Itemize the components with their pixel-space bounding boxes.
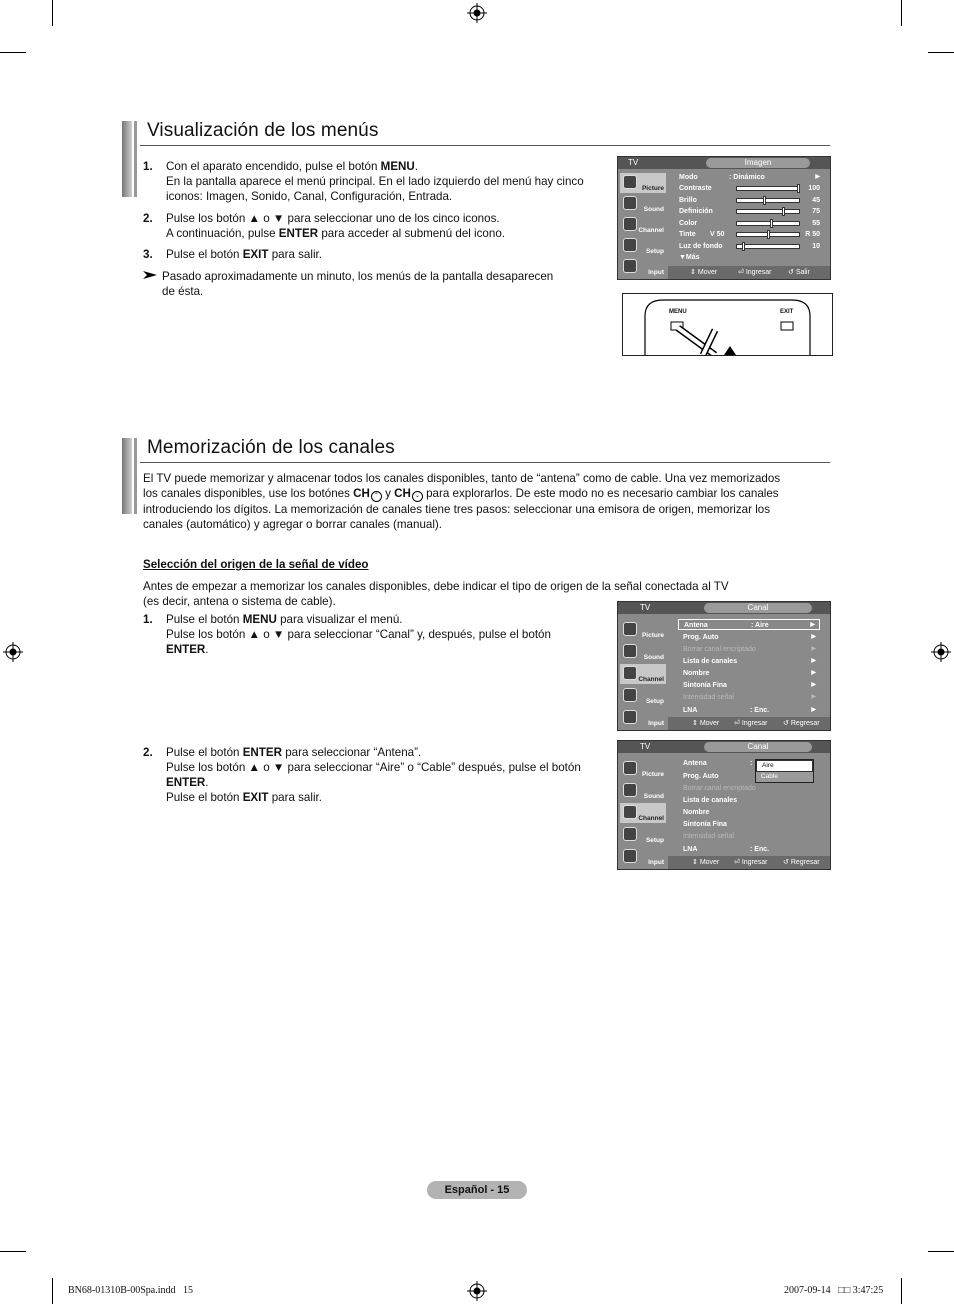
row-label: Antena xyxy=(684,622,708,629)
side-item-sound[interactable] xyxy=(620,194,666,214)
picture-icon xyxy=(623,761,637,775)
slider-knob[interactable] xyxy=(797,184,800,193)
row-label: Nombre xyxy=(683,809,710,816)
row-label: Brillo xyxy=(679,196,697,204)
move-hint: ⇕ Mover xyxy=(692,859,720,866)
step-text: Pulse el botón xyxy=(166,791,243,804)
row-label: Nombre xyxy=(683,670,710,677)
row-label: Sintonía Fina xyxy=(683,682,727,689)
right-arrow-icon: ▶ xyxy=(815,174,820,180)
step-text: . xyxy=(205,643,209,656)
menu-header xyxy=(618,741,830,753)
side-item-picture[interactable] xyxy=(620,173,666,193)
row-label: Borrar canal encriptado xyxy=(683,785,756,792)
menu-row-mas[interactable] xyxy=(674,252,824,263)
step-text: Pulse los botón ▲ o ▼ para seleccionar uno de los cinco iconos. xyxy=(166,212,500,225)
slider-knob[interactable] xyxy=(770,219,773,228)
tv-label: TV xyxy=(640,742,651,751)
print-date: 2007-09-14 □□ 3:47:25 xyxy=(784,1285,884,1296)
setup-icon xyxy=(623,688,637,702)
hint-text: Mover xyxy=(699,859,720,866)
row-value: : Enc. xyxy=(750,846,770,853)
menu-row-borrar xyxy=(678,783,820,794)
menu-row-intensidad xyxy=(678,692,820,703)
crop-mark xyxy=(928,1251,954,1252)
note-text: de ésta. xyxy=(162,285,204,298)
step-bold: EXIT xyxy=(242,248,269,261)
row-label: Color xyxy=(679,219,698,227)
hint-text: Regresar xyxy=(790,859,820,866)
step-text: En la pantalla aparece el menú principal. En el lado izquierdo del menú hay cinco xyxy=(166,175,584,188)
side-item-picture[interactable] xyxy=(620,759,666,779)
menu-title: Canal xyxy=(704,742,812,752)
row-label: Definición xyxy=(679,208,713,215)
ch-up-label: CH xyxy=(353,487,370,500)
slider-knob[interactable] xyxy=(763,196,766,205)
channel-step-1 xyxy=(143,612,603,657)
menu-footer xyxy=(668,717,830,730)
hint-text: Ingresar xyxy=(741,720,768,727)
section-bar xyxy=(134,438,137,514)
menu-row-lna[interactable] xyxy=(678,705,820,716)
right-arrow-icon: ▶ xyxy=(811,707,816,713)
exit-hint: ↺ Salir xyxy=(788,269,810,276)
input-icon xyxy=(623,259,637,273)
hint-text: Mover xyxy=(697,269,718,276)
section-title: Memorización de los canales xyxy=(147,437,395,458)
intro-text: los canales disponibles, use los botónes xyxy=(143,487,354,500)
row-value: : xyxy=(750,760,753,767)
row-value: 75 xyxy=(812,208,820,215)
row-label: Lista de canales xyxy=(683,658,738,665)
row-label: Antena xyxy=(683,760,707,767)
side-item-channel[interactable] xyxy=(620,215,666,235)
crop-mark xyxy=(901,1278,902,1304)
intro-text: y xyxy=(381,487,395,500)
print-file-name: BN68-01310B-00Spa.indd 15 xyxy=(68,1285,193,1296)
antena-dropdown[interactable] xyxy=(755,759,814,783)
step-text: para seleccionar “Antena”. xyxy=(282,746,422,759)
step-text: Pulse el botón xyxy=(166,248,243,261)
step-number: 2. xyxy=(143,212,153,225)
step-text: para salir. xyxy=(268,791,322,804)
tv-menu-imagen xyxy=(617,156,831,280)
step-number: 2. xyxy=(143,746,153,759)
setup-icon xyxy=(623,238,637,252)
menu-row-sintonia[interactable] xyxy=(678,819,820,830)
row-value: V 50 xyxy=(710,231,725,238)
slider-track[interactable] xyxy=(736,186,800,191)
channel-icon xyxy=(623,217,637,231)
ch-up-icon: ⌃ xyxy=(371,491,382,502)
ch-down-label: CH xyxy=(394,487,411,500)
step-1 xyxy=(143,159,603,204)
step-text: Pulse los botón ▲ o ▼ para seleccionar “Aire” o “Cable” después, pulse el botón xyxy=(166,761,581,774)
right-arrow-icon: ▶ xyxy=(811,694,816,700)
menu-row-nombre[interactable] xyxy=(678,807,820,818)
side-label: Setup xyxy=(645,698,664,705)
remote-menu-label: MENU xyxy=(669,309,687,315)
crop-mark xyxy=(901,0,902,26)
step-bold: EXIT xyxy=(242,791,269,804)
row-label: Contraste xyxy=(679,185,712,192)
step-3 xyxy=(143,247,603,262)
right-arrow-icon: ▶ xyxy=(811,633,816,640)
step-bold: ENTER xyxy=(278,227,319,240)
intro-text: para explorarlos. De este modo no es necesario cambiar los canales xyxy=(422,487,779,500)
row-label: Prog. Auto xyxy=(683,772,719,780)
row-value: 100 xyxy=(808,185,820,192)
step-text: para visualizar el menú. xyxy=(276,613,403,626)
hint-text: Salir xyxy=(795,269,810,276)
side-item-setup[interactable] xyxy=(620,686,666,706)
remote-illustration xyxy=(622,293,833,356)
menu-title: Imagen xyxy=(706,158,810,168)
menu-row-lista[interactable] xyxy=(678,795,820,806)
move-hint: ⇕ Mover xyxy=(692,720,720,727)
side-item-channel[interactable] xyxy=(620,803,666,823)
row-label: Tinte xyxy=(679,231,696,238)
registration-mark-icon xyxy=(467,1281,487,1301)
crop-mark xyxy=(52,0,53,26)
slider-knob[interactable] xyxy=(767,230,770,239)
crop-mark xyxy=(928,52,954,53)
menu-row-intensidad xyxy=(678,831,820,842)
hint-text: Regresar xyxy=(790,720,820,727)
section-title: Visualización de los menús xyxy=(147,120,379,141)
sound-icon xyxy=(623,783,637,797)
setup-icon xyxy=(623,827,637,841)
side-label: Picture xyxy=(641,185,664,192)
row-label: Sintonía Fina xyxy=(683,821,727,828)
row-value: : Enc. xyxy=(750,707,770,714)
crop-mark xyxy=(0,1251,26,1252)
tv-menu-canal-1 xyxy=(617,601,831,731)
step-text: Pulse el botón xyxy=(166,613,243,626)
intro-text: El TV puede memorizar y almacenar todos los canales disponibles, tanto de “antena” como de cable. Una vez memorizados xyxy=(143,472,781,485)
menu-row-borrar xyxy=(678,644,820,655)
menu-header xyxy=(618,602,830,614)
hint-text: Ingresar xyxy=(745,269,772,276)
side-label: Sound xyxy=(643,654,664,661)
side-label: Channel xyxy=(638,227,664,234)
menu-row-nombre[interactable] xyxy=(678,668,820,679)
hint-text: Ingresar xyxy=(741,859,768,866)
step-number: 1. xyxy=(143,613,153,626)
side-item-input[interactable] xyxy=(620,847,666,867)
side-label: Input xyxy=(648,269,664,276)
menu-title: Canal xyxy=(704,603,812,613)
picture-icon xyxy=(623,622,637,636)
registration-mark-icon xyxy=(931,642,951,662)
step-bold: ENTER xyxy=(242,746,282,759)
row-label: Intensidad señal xyxy=(683,833,734,840)
slider-knob[interactable] xyxy=(742,242,745,251)
input-icon xyxy=(623,849,637,863)
row-value: 55 xyxy=(812,219,820,227)
row-label: LNA xyxy=(683,707,698,714)
row-label: Prog. Auto xyxy=(683,633,719,641)
page-number-badge: Español - 15 xyxy=(427,1181,527,1199)
right-arrow-icon: ▶ xyxy=(811,658,816,664)
note-text: Pasado aproximadamente un minuto, los menús de la pantalla desaparecen xyxy=(162,270,554,283)
menu-sidebar xyxy=(620,171,666,276)
step-bold: ENTER xyxy=(166,776,206,789)
side-item-picture[interactable] xyxy=(620,620,666,640)
row-label: Modo xyxy=(679,174,698,181)
menu-row-modo[interactable] xyxy=(674,172,824,183)
subheading: Selección del origen de la señal de vídeo xyxy=(143,558,369,571)
side-label: Setup xyxy=(645,837,664,844)
side-label: Sound xyxy=(643,206,664,213)
step-text: . xyxy=(414,160,419,173)
right-arrow-icon: ▶ xyxy=(811,670,816,676)
hint-text: Mover xyxy=(699,720,720,727)
side-item-input[interactable] xyxy=(620,708,666,728)
side-label: Setup xyxy=(645,248,664,255)
title-rule xyxy=(140,145,830,146)
intro-text: canales (automático) y agregar o borrar canales (manual). xyxy=(143,518,443,531)
dropdown-option-aire[interactable]: Aire xyxy=(756,760,813,772)
slider-knob[interactable] xyxy=(782,207,785,216)
row-label: Borrar canal encriptado xyxy=(683,646,756,653)
side-label: Channel xyxy=(638,676,664,683)
row-value: R 50 xyxy=(805,231,820,238)
side-item-setup[interactable] xyxy=(620,825,666,845)
right-arrow-icon: ▶ xyxy=(811,682,816,688)
enter-hint: ⏎ Ingresar xyxy=(734,859,768,866)
side-label: Input xyxy=(648,720,664,727)
menu-row-tinte[interactable] xyxy=(674,229,824,240)
row-value: 10 xyxy=(812,242,820,250)
step-text: para acceder al submenú del icono. xyxy=(318,227,505,240)
slider-track[interactable] xyxy=(736,221,800,226)
step-text: Pulse el botón xyxy=(166,746,243,759)
dropdown-option-cable[interactable]: Cable xyxy=(756,772,813,782)
enter-hint: ⏎ Ingresar xyxy=(738,269,772,276)
picture-icon xyxy=(623,175,637,189)
step-number: 1. xyxy=(143,160,153,173)
remote-drawing xyxy=(623,294,832,355)
row-label: LNA xyxy=(683,846,698,853)
return-hint: ↺ Regresar xyxy=(783,859,820,866)
step-text: . xyxy=(205,776,209,789)
side-item-setup[interactable] xyxy=(620,236,666,256)
step-text: Pulse los botón ▲ o ▼ para seleccionar “Canal” y, después, pulse el botón xyxy=(166,628,551,641)
crop-mark xyxy=(0,52,26,53)
menu-row-prog-auto[interactable] xyxy=(678,632,820,643)
title-rule xyxy=(140,462,830,463)
slider-track[interactable] xyxy=(736,209,800,214)
intro-paragraph xyxy=(143,471,833,532)
section-bar xyxy=(134,121,137,197)
row-label: ▼Más xyxy=(679,254,700,261)
channel-icon xyxy=(623,805,637,819)
slider-track[interactable] xyxy=(736,198,800,203)
menu-sidebar xyxy=(620,755,666,866)
note xyxy=(143,269,603,299)
side-item-sound[interactable] xyxy=(620,781,666,801)
section-bar xyxy=(122,438,132,514)
pre-text: (es decir, antena o sistema de cable). xyxy=(143,595,336,608)
sound-icon xyxy=(623,644,637,658)
menu-sidebar xyxy=(620,616,666,727)
menu-row-sintonia[interactable] xyxy=(678,680,820,691)
input-icon xyxy=(623,710,637,724)
row-label: Luz de fondo xyxy=(679,242,723,250)
row-value: : Aire xyxy=(751,622,769,629)
menu-footer xyxy=(668,856,830,869)
sound-icon xyxy=(623,196,637,210)
step-text: iconos: Imagen, Sonido, Canal, Configuración, Entrada. xyxy=(166,190,453,203)
slider-track[interactable] xyxy=(736,244,800,249)
step-bold: MENU xyxy=(242,613,277,626)
side-label: Picture xyxy=(641,632,664,639)
note-arrow-icon xyxy=(143,271,157,279)
row-value: : Dinámico xyxy=(729,174,765,181)
menu-row-contraste[interactable] xyxy=(674,183,824,194)
menu-row-brillo[interactable] xyxy=(674,195,824,206)
channel-icon xyxy=(623,666,637,680)
row-value: 45 xyxy=(812,196,820,204)
side-label: Sound xyxy=(643,793,664,800)
step-bold: ENTER xyxy=(166,643,206,656)
side-label: Channel xyxy=(638,815,664,822)
step-text: A continuación, pulse xyxy=(166,227,279,240)
side-item-input[interactable] xyxy=(620,257,666,277)
move-hint: ⇕ Mover xyxy=(690,269,718,276)
menu-row-antena[interactable] xyxy=(678,619,820,630)
menu-header xyxy=(618,157,830,169)
step-number: 3. xyxy=(143,248,153,261)
right-arrow-icon: ▶ xyxy=(810,622,815,628)
side-label: Picture xyxy=(641,771,664,778)
right-arrow-icon: ▶ xyxy=(811,646,816,652)
step-text: para salir. xyxy=(268,248,322,261)
step-bold: MENU xyxy=(380,160,415,173)
side-item-channel[interactable] xyxy=(620,664,666,684)
return-hint: ↺ Regresar xyxy=(783,720,820,727)
side-label: Input xyxy=(648,859,664,866)
ch-down-icon: ⌄ xyxy=(412,491,423,502)
registration-mark-icon xyxy=(3,642,23,662)
step-text: Con el aparato encendido, pulse el botón xyxy=(166,160,381,173)
tv-label: TV xyxy=(640,603,651,612)
enter-hint: ⏎ Ingresar xyxy=(734,720,768,727)
tv-label: TV xyxy=(628,158,639,167)
menu-row-luz-de-fondo[interactable] xyxy=(674,241,824,252)
menu-row-lista[interactable] xyxy=(678,656,820,667)
tv-menu-canal-2 xyxy=(617,740,831,870)
menu-row-color[interactable] xyxy=(674,218,824,229)
menu-row-definicion[interactable] xyxy=(674,206,824,217)
step-2 xyxy=(143,211,603,241)
intro-text: introduciendo los dígitos. La memorización de canales tiene tres pasos: seleccionar una emisora de origen, memorizar los xyxy=(143,503,771,516)
crop-mark xyxy=(52,1278,53,1304)
pre-text: Antes de empezar a memorizar los canales disponibles, debe indicar el tipo de origen de la señal conectada al TV xyxy=(143,580,729,593)
section-bar xyxy=(122,121,132,197)
menu-footer xyxy=(668,266,830,279)
remote-exit-label: EXIT xyxy=(780,309,794,315)
row-label: Intensidad señal xyxy=(683,694,734,701)
channel-step-2 xyxy=(143,745,613,805)
row-label: Lista de canales xyxy=(683,797,738,804)
side-item-sound[interactable] xyxy=(620,642,666,662)
menu-row-lna[interactable] xyxy=(678,844,820,855)
registration-mark-icon xyxy=(467,3,487,23)
